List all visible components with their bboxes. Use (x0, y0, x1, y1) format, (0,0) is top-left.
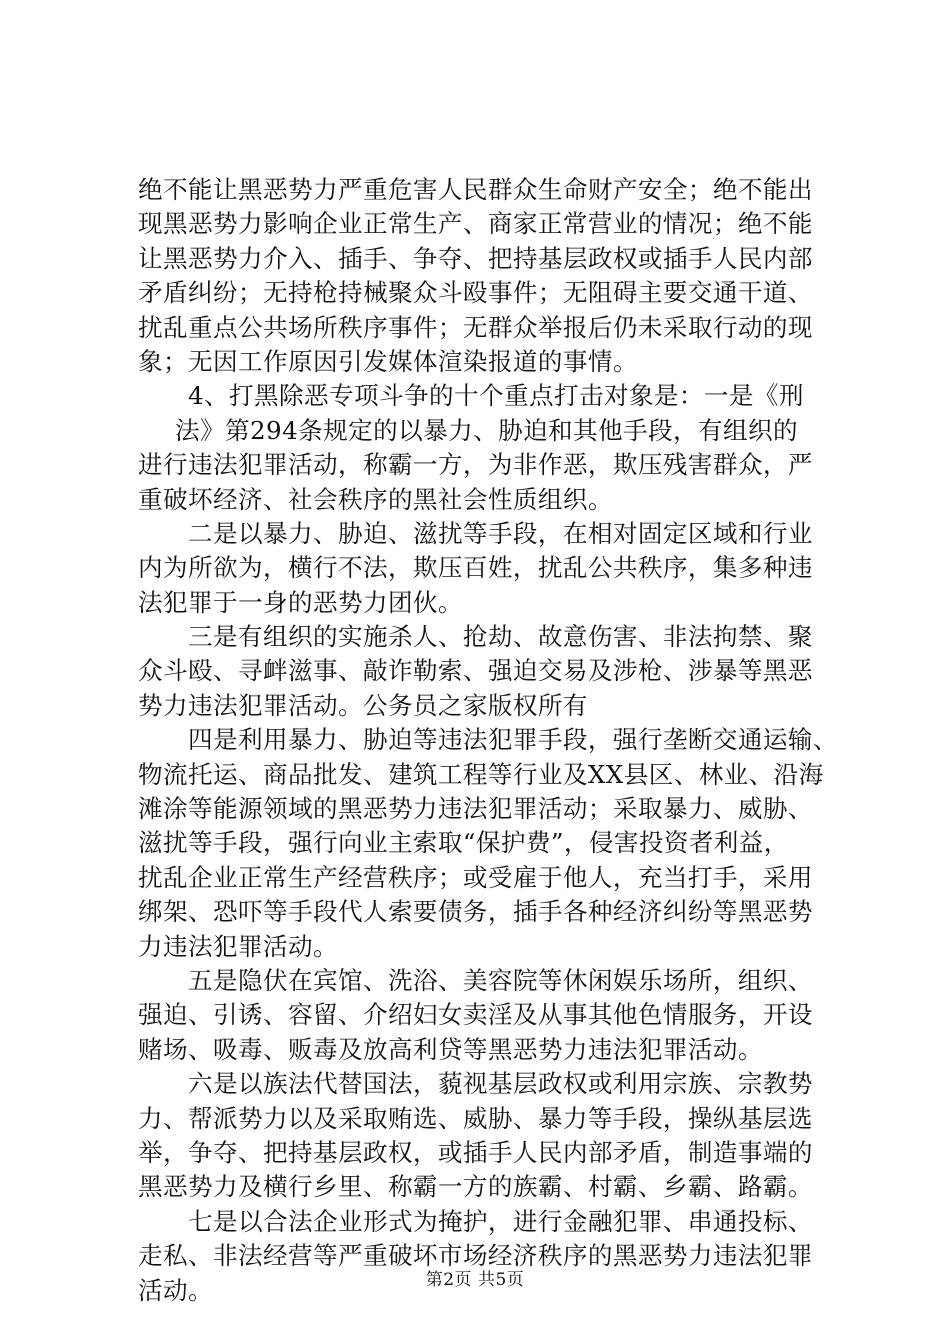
text-line: 让黑恶势力介入、插手、争夺、把持基层政权或插手人民内部 (138, 243, 813, 273)
text-line: 强迫、引诱、容留、介绍妇女卖淫及从事其他色情服务，开设 (138, 1000, 813, 1030)
paragraph-start-line: 三是有组织的实施杀人、抢劫、故意伤害、非法拘禁、聚 (188, 622, 813, 652)
paragraph-start-line: 四是利用暴力、胁迫等违法犯罪手段，强行垄断交通运输、 (188, 725, 838, 755)
text-line: 众斗殴、寻衅滋事、敲诈勒索、强迫交易及涉枪、涉暴等黑恶 (138, 656, 813, 686)
text-line: 力、帮派势力以及采取贿选、威胁、暴力等手段，操纵基层选 (138, 1103, 813, 1133)
text-line: 绑架、恐吓等手段代人索要债务，插手各种经济纠纷等黑恶势 (138, 897, 813, 927)
text-line: 滩涂等能源领域的黑恶势力违法犯罪活动；采取暴力、威胁、 (138, 794, 813, 824)
document-body (138, 173, 858, 1308)
text-line: 扰乱重点公共场所秩序事件；无群众举报后仍未采取行动的现 (138, 312, 813, 342)
text-line: 法犯罪于一身的恶势力团伙。 (138, 587, 463, 617)
paragraph-start-line: 六是以族法代替国法，藐视基层政权或利用宗族、宗教势 (188, 1069, 813, 1099)
paragraph-start-line: 4、打黑除恶专项斗争的十个重点打击对象是：一是《刑 (188, 381, 804, 411)
text-line: 滋扰等手段，强行向业主索取“保护费”，侵害投资者利益， (138, 828, 789, 858)
text-line: 走私、非法经营等严重破坏市场经济秩序的黑恶势力违法犯罪 (138, 1241, 813, 1271)
text-line: 内为所欲为，横行不法，欺压百姓，扰乱公共秩序，集多种违 (138, 553, 813, 583)
text-line: 势力违法犯罪活动。公务员之家版权所有 (138, 690, 588, 720)
text-line: 矛盾纠纷；无持枪持械聚众斗殴事件；无阻碍主要交通干道、 (138, 278, 813, 308)
text-line: 重破坏经济、社会秩序的黑社会性质组织。 (138, 484, 613, 514)
text-line: 现黑恶势力影响企业正常生产、商家正常营业的情况；绝不能 (138, 209, 813, 239)
text-line: 绝不能让黑恶势力严重危害人民群众生命财产安全；绝不能出 (138, 175, 813, 204)
text-line: 赌场、吸毒、贩毒及放高利贷等黑恶势力违法犯罪活动。 (138, 1034, 763, 1064)
text-line: 举，争夺、把持基层政权，或插手人民内部矛盾，制造事端的 (138, 1137, 813, 1167)
text-line: 物流托运、商品批发、建筑工程等行业及XX县区、林业、沿海 (138, 759, 824, 789)
paragraph-start-line: 七是以合法企业形式为掩护，进行金融犯罪、串通投标、 (188, 1206, 813, 1236)
text-line: 象；无因工作原因引发媒体渲染报道的事情。 (138, 346, 638, 376)
paragraph-start-line: 五是隐伏在宾馆、洗浴、美容院等休闲娱乐场所，组织、 (188, 965, 813, 995)
text-line: 黑恶势力及横行乡里、称霸一方的族霸、村霸、乡霸、路霸。 (138, 1172, 813, 1202)
text-line: 进行违法犯罪活动，称霸一方，为非作恶，欺压残害群众，严 (138, 450, 813, 480)
text-line: 法》第294条规定的以暴力、胁迫和其他手段，有组织的 (175, 415, 798, 445)
text-line: 扰乱企业正常生产经营秩序；或受雇于他人，充当打手，采用 (138, 862, 813, 892)
text-line: 活动。 (138, 1275, 213, 1305)
paragraph-start-line: 二是以暴力、胁迫、滋扰等手段，在相对固定区域和行业 (188, 518, 813, 548)
page-number-footer: 第2页 共5页 (425, 1270, 525, 1290)
text-line: 力违法犯罪活动。 (138, 931, 338, 961)
